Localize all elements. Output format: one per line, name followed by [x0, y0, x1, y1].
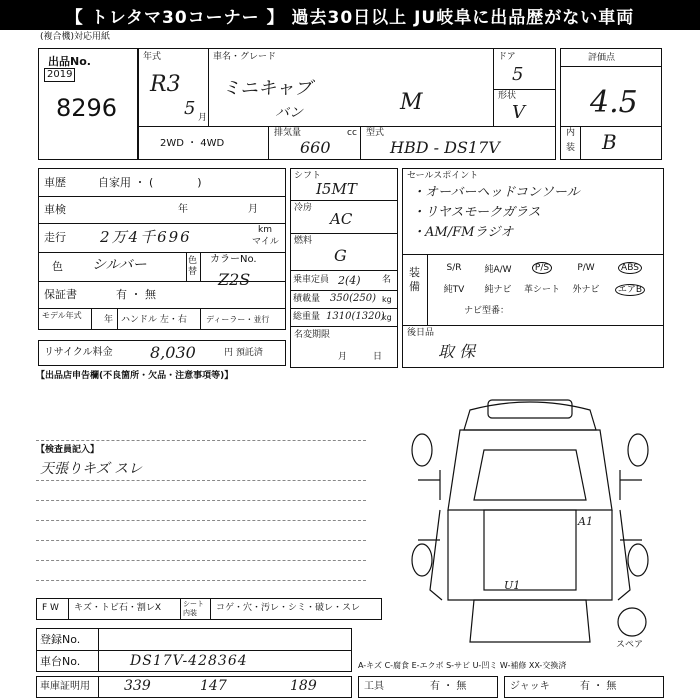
fuel-label: 燃料 [294, 236, 313, 246]
color-value: シルバー [92, 257, 147, 273]
model-year-label: モデル年式 [42, 311, 82, 320]
name-change-unit: 月日 [338, 352, 409, 362]
mileage-unit-mile: マイル [252, 237, 279, 247]
gross-value: 1310(1320) [326, 311, 385, 322]
model-name-value: ミニキャブ [222, 78, 312, 99]
gross-unit: kg [382, 313, 392, 322]
equipment-label: 装備 [409, 266, 420, 293]
model-name-value2: バン [275, 105, 303, 121]
tools-value: 有 ・ 無 [430, 681, 467, 692]
capacity-unit: 名 [382, 275, 392, 285]
mileage-unit-km: km [258, 225, 272, 235]
shift-value: I5MT [316, 180, 357, 198]
ac-value: AC [330, 210, 353, 228]
seat-label: シート内装 [183, 600, 204, 617]
shift-label: シフト [294, 171, 322, 181]
details-box [38, 168, 286, 330]
warranty-value: 有 ・ 無 [116, 288, 156, 301]
year-month-unit: 月 [198, 113, 208, 123]
load-unit: kg [382, 295, 392, 304]
equip-pure-navi: 純ナビ [484, 284, 512, 295]
recycle-unit: 円 預託済 [224, 348, 263, 358]
capacity-label: 乗車定員 [293, 275, 330, 285]
equip-leather: 革シート [523, 284, 560, 295]
lot-label: 出品No. [48, 55, 91, 68]
sales-points-label: セールスポイント [407, 171, 479, 181]
equip-ps: P/S [532, 262, 552, 274]
notes-label: 後日品 [407, 328, 435, 338]
year-value: R3 [150, 72, 181, 97]
notes-value: 取 保 [438, 342, 476, 361]
diagram-mark-a1: A1 [578, 515, 593, 528]
sales-point-3: ・AM/FMラジオ [412, 225, 514, 240]
sales-point-1: ・オーバーヘッドコンソール [412, 185, 580, 200]
banner-text: 【 トレタマ30コーナー 】 過去30日以上 JU岐阜に出品歴がない車両 [65, 7, 635, 28]
navi-label: ナビ型番： [464, 306, 510, 316]
score-value: 4.5 [590, 85, 638, 120]
grade-value: M [400, 90, 423, 115]
equipment-grid [432, 258, 660, 298]
displacement-label: 排気量 [274, 128, 302, 138]
gross-label: 総重量 [293, 312, 321, 322]
color-label: 色 [52, 260, 63, 273]
fw-value: キズ・トビ石・割レX [74, 603, 161, 613]
equip-sr: S/R [446, 263, 462, 273]
equip-airbag: エアB [615, 284, 645, 296]
sales-point-2: ・リヤスモークガラス [412, 205, 541, 220]
color-change-label: 色替 [188, 256, 198, 277]
shaken-year-unit: 年 [178, 204, 188, 215]
cert-v1: 339 [124, 678, 151, 694]
equip-pure-tv: 純TV [443, 284, 465, 295]
recycle-label: リサイクル料金 [44, 347, 113, 358]
jack-value: 有 ・ 無 [580, 681, 617, 692]
chassis-value: DS17V-428364 [130, 653, 248, 669]
fw-label: F W [42, 603, 59, 613]
displacement-unit: cc [347, 128, 357, 138]
interior-label-2: 装 [566, 143, 576, 153]
model-type-label: 型式 [366, 128, 385, 138]
model-type-value: HBD - DS17V [390, 138, 500, 157]
damage-legend: A-キズ C-腐食 E-エクボ S-サビ U-凹ミ W-補修 XX-交換済 [358, 661, 567, 670]
inspector-label: 【検査員記入】 [36, 445, 100, 455]
color-code: Z2S [218, 270, 251, 289]
inspector-value: 天張りキズ スレ [40, 461, 143, 477]
lot-year: 2019 [44, 68, 75, 82]
load-label: 積載量 [293, 294, 321, 304]
shape-value: V [512, 102, 525, 123]
ac-label: 冷房 [294, 203, 313, 213]
model-year-unit: 年 [104, 315, 114, 325]
warranty-label: 保証書 [44, 288, 77, 301]
diagram-mark-u1: U1 [504, 579, 521, 592]
cert-v3: 189 [290, 678, 317, 694]
name-change-label: 名変期限 [294, 330, 331, 340]
recycle-value: 8,030 [150, 343, 196, 362]
seat-value: コゲ・穴・汚レ・シミ・破レ・スレ [216, 603, 361, 613]
jack-label: ジャッキ [510, 681, 550, 692]
model-name-label: 車名・グレード [213, 52, 277, 62]
handle-value: ハンドル 左・右 [121, 315, 187, 325]
drive-value: 2WD ・ 4WD [160, 138, 225, 149]
mileage-label: 走行 [44, 231, 66, 244]
cert-v2: 147 [200, 678, 227, 694]
banner [0, 0, 700, 30]
year-month: 5 [184, 98, 196, 119]
shaken-month-unit: 月 [248, 204, 258, 215]
displacement-value: 660 [300, 138, 331, 157]
year-label: 年式 [143, 52, 162, 62]
doors-label: ドア [498, 52, 516, 62]
doors-value: 5 [512, 64, 524, 85]
mileage-value: 2万4千696 [100, 228, 192, 246]
equip-ext-navi: 外ナビ [572, 284, 600, 295]
lot-number: 8296 [56, 94, 118, 122]
interior-label-1: 内 [566, 128, 576, 138]
shaken-label: 車検 [44, 203, 66, 216]
load-value: 350(250) [330, 293, 376, 304]
capacity-value: 2(4) [338, 274, 361, 287]
spare-label: スペア [616, 640, 644, 650]
dealer-value: ディーラー・並行 [206, 315, 270, 324]
shape-label: 形状 [498, 91, 517, 101]
history-label: 車歴 [44, 176, 66, 189]
score-label: 評価点 [588, 53, 616, 63]
seller-notes-label: 【出品店申告欄(不良箇所・欠品・注意事項等)】 [36, 371, 234, 381]
history-value: 自家用 ・ ( ) [98, 176, 202, 189]
car-diagram [400, 390, 660, 680]
equip-pw: P/W [577, 263, 595, 273]
equip-pure-aw: 純A/W [484, 264, 512, 275]
fuel-value: G [334, 246, 347, 265]
color-code-label: カラーNo. [210, 254, 257, 265]
chassis-label: 車台No. [40, 655, 81, 668]
registration-label: 登録No. [40, 633, 81, 646]
interior-value: B [602, 130, 617, 154]
cert-label: 車庫証明用 [40, 681, 90, 692]
equip-abs: ABS [618, 262, 642, 274]
tools-label: 工具 [364, 681, 384, 692]
subnote: (複合機)対応用紙 [40, 32, 111, 42]
